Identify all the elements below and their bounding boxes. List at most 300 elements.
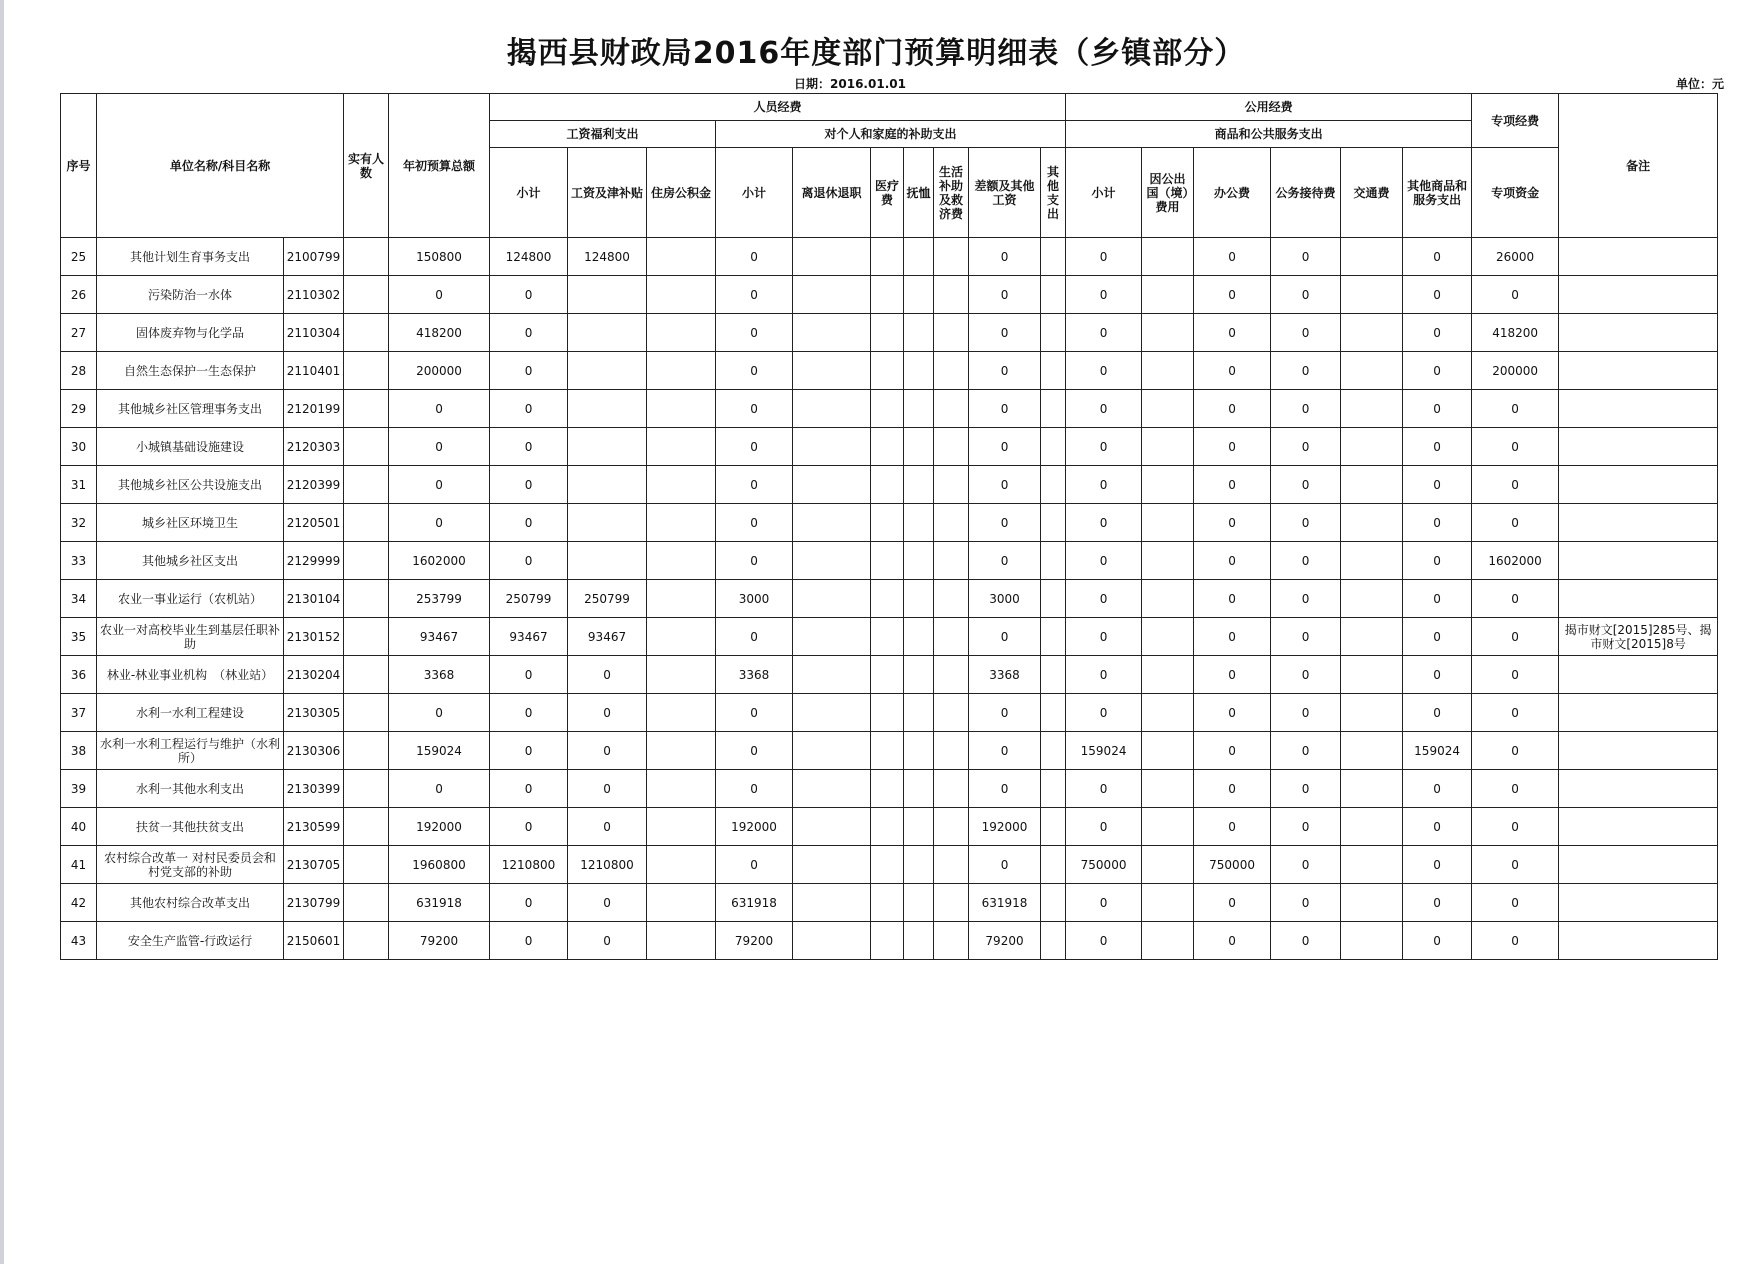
cell-g-reception: 0 (1271, 390, 1341, 428)
cell-w-sub: 0 (490, 808, 568, 846)
cell-empty (344, 694, 389, 732)
cell-total: 192000 (389, 808, 490, 846)
table-row (61, 580, 1718, 618)
cell-empty (934, 922, 969, 960)
cell-w-wage: 124800 (568, 238, 647, 276)
header-staff: 实有人数 (344, 94, 389, 238)
cell-total: 0 (389, 694, 490, 732)
cell-empty (344, 732, 389, 770)
cell-g-reception: 0 (1271, 580, 1341, 618)
cell-empty (1142, 504, 1194, 542)
header-row-1 (61, 94, 1718, 121)
cell-g-othergoods: 0 (1403, 428, 1472, 466)
cell-empty (793, 732, 871, 770)
cell-w-sub: 0 (490, 770, 568, 808)
cell-empty (1142, 884, 1194, 922)
cell-sp-fund: 26000 (1472, 238, 1559, 276)
cell-code: 2100799 (284, 238, 344, 276)
cell-code: 2120303 (284, 428, 344, 466)
cell-g-office: 0 (1194, 276, 1271, 314)
cell-s-sub: 0 (716, 542, 793, 580)
cell-empty (1142, 390, 1194, 428)
cell-empty (904, 580, 934, 618)
cell-w-wage (568, 542, 647, 580)
cell-empty (647, 238, 716, 276)
cell-empty (1041, 580, 1066, 618)
header-g-othergoods: 其他商品和服务支出 (1403, 148, 1472, 238)
cell-empty (344, 542, 389, 580)
cell-s-diff: 0 (969, 238, 1041, 276)
cell-empty (647, 922, 716, 960)
cell-empty (1041, 656, 1066, 694)
cell-code: 2130305 (284, 694, 344, 732)
header-g-office: 办公费 (1194, 148, 1271, 238)
cell-g-reception: 0 (1271, 884, 1341, 922)
cell-empty (1142, 466, 1194, 504)
cell-empty (793, 770, 871, 808)
cell-sp-fund: 1602000 (1472, 542, 1559, 580)
cell-empty (793, 390, 871, 428)
cell-note (1559, 352, 1718, 390)
cell-g-othergoods: 0 (1403, 922, 1472, 960)
cell-empty (871, 884, 904, 922)
cell-seq: 28 (61, 352, 97, 390)
cell-sp-fund: 200000 (1472, 352, 1559, 390)
cell-empty (1142, 276, 1194, 314)
cell-note (1559, 466, 1718, 504)
cell-sp-fund: 0 (1472, 618, 1559, 656)
cell-name: 水利一水利工程运行与维护（水利所） (97, 732, 284, 770)
cell-seq: 32 (61, 504, 97, 542)
cell-seq: 27 (61, 314, 97, 352)
cell-seq: 30 (61, 428, 97, 466)
cell-total: 93467 (389, 618, 490, 656)
header-personnel: 人员经费 (490, 94, 1066, 121)
cell-empty (871, 694, 904, 732)
table-body (61, 238, 1718, 960)
cell-seq: 35 (61, 618, 97, 656)
cell-w-sub: 0 (490, 656, 568, 694)
cell-empty (1341, 922, 1403, 960)
cell-g-othergoods: 0 (1403, 808, 1472, 846)
cell-g-othergoods: 0 (1403, 390, 1472, 428)
cell-empty (344, 618, 389, 656)
cell-empty (934, 314, 969, 352)
cell-empty (1142, 618, 1194, 656)
cell-empty (793, 238, 871, 276)
cell-g-sub: 0 (1066, 542, 1142, 580)
cell-empty (1142, 428, 1194, 466)
cell-name: 其他城乡社区管理事务支出 (97, 390, 284, 428)
cell-empty (1041, 694, 1066, 732)
cell-s-diff: 79200 (969, 922, 1041, 960)
cell-g-othergoods: 0 (1403, 466, 1472, 504)
cell-w-wage (568, 466, 647, 504)
cell-empty (934, 694, 969, 732)
cell-s-sub: 0 (716, 846, 793, 884)
cell-empty (793, 352, 871, 390)
cell-empty (1142, 922, 1194, 960)
cell-note (1559, 770, 1718, 808)
cell-g-sub: 750000 (1066, 846, 1142, 884)
cell-s-sub: 0 (716, 618, 793, 656)
cell-seq: 40 (61, 808, 97, 846)
cell-w-sub: 0 (490, 466, 568, 504)
cell-empty (871, 542, 904, 580)
cell-g-office: 0 (1194, 314, 1271, 352)
scan-left-edge (0, 0, 4, 1264)
table-row (61, 618, 1718, 656)
cell-empty (1142, 770, 1194, 808)
cell-w-sub: 1210800 (490, 846, 568, 884)
cell-empty (647, 314, 716, 352)
cell-g-othergoods: 0 (1403, 580, 1472, 618)
cell-empty (647, 846, 716, 884)
cell-w-sub: 0 (490, 314, 568, 352)
cell-note (1559, 542, 1718, 580)
cell-total: 0 (389, 276, 490, 314)
cell-empty (793, 428, 871, 466)
cell-seq: 39 (61, 770, 97, 808)
cell-g-office: 0 (1194, 656, 1271, 694)
table-row (61, 238, 1718, 276)
cell-empty (1341, 884, 1403, 922)
cell-empty (904, 238, 934, 276)
header-s-other: 其他支出 (1041, 148, 1066, 238)
cell-empty (647, 352, 716, 390)
cell-g-reception: 0 (1271, 846, 1341, 884)
cell-s-diff: 0 (969, 428, 1041, 466)
cell-empty (1341, 238, 1403, 276)
cell-g-office: 0 (1194, 390, 1271, 428)
cell-sp-fund: 0 (1472, 504, 1559, 542)
cell-empty (904, 352, 934, 390)
cell-g-reception: 0 (1271, 808, 1341, 846)
cell-g-othergoods: 0 (1403, 656, 1472, 694)
table-row (61, 504, 1718, 542)
cell-g-sub: 0 (1066, 656, 1142, 694)
cell-empty (1041, 276, 1066, 314)
cell-empty (1142, 808, 1194, 846)
cell-empty (647, 884, 716, 922)
table-row (61, 732, 1718, 770)
cell-s-sub: 3000 (716, 580, 793, 618)
cell-empty (1142, 846, 1194, 884)
cell-total: 150800 (389, 238, 490, 276)
cell-s-sub: 0 (716, 732, 793, 770)
cell-code: 2120399 (284, 466, 344, 504)
report-date: 日期：2016.01.01 (794, 77, 906, 91)
cell-name: 其他农村综合改革支出 (97, 884, 284, 922)
cell-w-wage (568, 390, 647, 428)
cell-code: 2130204 (284, 656, 344, 694)
cell-sp-fund: 0 (1472, 694, 1559, 732)
header-s-pension: 抚恤 (904, 148, 934, 238)
cell-name: 自然生态保护一生态保护 (97, 352, 284, 390)
cell-g-othergoods: 0 (1403, 618, 1472, 656)
header-s-med: 医疗费 (871, 148, 904, 238)
cell-g-sub: 0 (1066, 922, 1142, 960)
cell-sp-fund: 0 (1472, 846, 1559, 884)
cell-w-wage (568, 276, 647, 314)
cell-g-othergoods: 0 (1403, 352, 1472, 390)
cell-g-office: 0 (1194, 504, 1271, 542)
header-total: 年初预算总额 (389, 94, 490, 238)
cell-note (1559, 390, 1718, 428)
cell-empty (647, 428, 716, 466)
cell-sp-fund: 418200 (1472, 314, 1559, 352)
cell-empty (344, 428, 389, 466)
cell-name: 城乡社区环境卫生 (97, 504, 284, 542)
cell-empty (344, 922, 389, 960)
cell-w-sub: 250799 (490, 580, 568, 618)
cell-g-othergoods: 0 (1403, 770, 1472, 808)
cell-w-sub: 0 (490, 504, 568, 542)
cell-empty (1041, 846, 1066, 884)
cell-w-sub: 124800 (490, 238, 568, 276)
cell-w-sub: 0 (490, 390, 568, 428)
cell-g-reception: 0 (1271, 770, 1341, 808)
cell-g-othergoods: 0 (1403, 314, 1472, 352)
cell-empty (871, 276, 904, 314)
cell-g-reception: 0 (1271, 466, 1341, 504)
cell-g-reception: 0 (1271, 656, 1341, 694)
cell-name: 其他城乡社区公共设施支出 (97, 466, 284, 504)
cell-code: 2110304 (284, 314, 344, 352)
header-s-diff: 差额及其他工资 (969, 148, 1041, 238)
cell-name: 安全生产监管-行政运行 (97, 922, 284, 960)
cell-w-sub: 0 (490, 542, 568, 580)
cell-empty (1142, 694, 1194, 732)
table-row (61, 808, 1718, 846)
cell-empty (934, 390, 969, 428)
header-public: 公用经费 (1066, 94, 1472, 121)
table-row (61, 314, 1718, 352)
cell-g-sub: 0 (1066, 352, 1142, 390)
cell-empty (1041, 504, 1066, 542)
cell-s-diff: 0 (969, 352, 1041, 390)
cell-s-diff: 0 (969, 732, 1041, 770)
cell-g-office: 0 (1194, 770, 1271, 808)
table-row (61, 770, 1718, 808)
cell-empty (871, 314, 904, 352)
cell-empty (871, 466, 904, 504)
cell-g-office: 0 (1194, 352, 1271, 390)
cell-seq: 41 (61, 846, 97, 884)
cell-empty (904, 390, 934, 428)
cell-empty (1341, 580, 1403, 618)
cell-empty (934, 732, 969, 770)
cell-empty (344, 238, 389, 276)
header-g-transport: 交通费 (1341, 148, 1403, 238)
cell-total: 0 (389, 390, 490, 428)
cell-s-sub: 0 (716, 352, 793, 390)
cell-empty (344, 314, 389, 352)
cell-w-sub: 0 (490, 732, 568, 770)
cell-empty (904, 922, 934, 960)
header-goods: 商品和公共服务支出 (1066, 121, 1472, 148)
cell-empty (904, 618, 934, 656)
cell-g-office: 0 (1194, 922, 1271, 960)
cell-w-wage (568, 352, 647, 390)
cell-s-diff: 0 (969, 542, 1041, 580)
cell-w-sub: 0 (490, 352, 568, 390)
cell-g-sub: 0 (1066, 770, 1142, 808)
cell-total: 418200 (389, 314, 490, 352)
cell-g-othergoods: 0 (1403, 846, 1472, 884)
cell-empty (1041, 770, 1066, 808)
cell-sp-fund: 0 (1472, 428, 1559, 466)
cell-empty (1341, 428, 1403, 466)
cell-seq: 29 (61, 390, 97, 428)
cell-s-sub: 79200 (716, 922, 793, 960)
cell-s-diff: 3368 (969, 656, 1041, 694)
cell-empty (793, 808, 871, 846)
cell-note (1559, 428, 1718, 466)
cell-w-sub: 0 (490, 276, 568, 314)
cell-empty (904, 428, 934, 466)
cell-name: 水利一其他水利支出 (97, 770, 284, 808)
cell-sp-fund: 0 (1472, 390, 1559, 428)
cell-g-sub: 0 (1066, 276, 1142, 314)
cell-code: 2130152 (284, 618, 344, 656)
cell-empty (934, 846, 969, 884)
cell-empty (793, 466, 871, 504)
cell-s-sub: 631918 (716, 884, 793, 922)
cell-note (1559, 694, 1718, 732)
cell-empty (344, 390, 389, 428)
cell-empty (904, 656, 934, 694)
cell-empty (1142, 580, 1194, 618)
cell-empty (871, 808, 904, 846)
header-w-wage: 工资及津补贴 (568, 148, 647, 238)
cell-empty (647, 580, 716, 618)
cell-s-diff: 0 (969, 770, 1041, 808)
cell-empty (1041, 314, 1066, 352)
cell-g-sub: 0 (1066, 808, 1142, 846)
cell-w-wage (568, 504, 647, 542)
cell-note (1559, 276, 1718, 314)
cell-s-diff: 3000 (969, 580, 1041, 618)
cell-empty (344, 276, 389, 314)
cell-note (1559, 922, 1718, 960)
cell-seq: 37 (61, 694, 97, 732)
cell-note (1559, 580, 1718, 618)
cell-empty (1041, 390, 1066, 428)
cell-empty (904, 694, 934, 732)
cell-g-office: 0 (1194, 428, 1271, 466)
cell-total: 1602000 (389, 542, 490, 580)
cell-empty (934, 466, 969, 504)
cell-empty (1341, 846, 1403, 884)
header-g-sub: 小计 (1066, 148, 1142, 238)
cell-g-sub: 0 (1066, 884, 1142, 922)
cell-s-sub: 0 (716, 390, 793, 428)
cell-s-diff: 0 (969, 618, 1041, 656)
cell-total: 79200 (389, 922, 490, 960)
cell-s-sub: 0 (716, 504, 793, 542)
cell-name: 农村综合改革一 对村民委员会和村党支部的补助 (97, 846, 284, 884)
header-note: 备注 (1559, 94, 1718, 238)
cell-empty (344, 656, 389, 694)
cell-s-diff: 0 (969, 276, 1041, 314)
cell-w-wage: 250799 (568, 580, 647, 618)
cell-g-office: 0 (1194, 542, 1271, 580)
cell-empty (793, 618, 871, 656)
cell-empty (647, 694, 716, 732)
cell-empty (934, 618, 969, 656)
cell-empty (793, 504, 871, 542)
cell-empty (793, 314, 871, 352)
cell-empty (1142, 732, 1194, 770)
cell-empty (1041, 428, 1066, 466)
table-row (61, 846, 1718, 884)
cell-empty (793, 884, 871, 922)
cell-total: 1960800 (389, 846, 490, 884)
cell-g-reception: 0 (1271, 542, 1341, 580)
cell-g-sub: 159024 (1066, 732, 1142, 770)
cell-w-wage: 0 (568, 770, 647, 808)
cell-total: 253799 (389, 580, 490, 618)
cell-empty (344, 580, 389, 618)
cell-g-reception: 0 (1271, 694, 1341, 732)
cell-empty (871, 352, 904, 390)
cell-s-diff: 631918 (969, 884, 1041, 922)
cell-total: 159024 (389, 732, 490, 770)
cell-s-diff: 0 (969, 846, 1041, 884)
cell-empty (1142, 314, 1194, 352)
cell-sp-fund: 0 (1472, 466, 1559, 504)
budget-table (60, 93, 1718, 960)
cell-empty (871, 732, 904, 770)
cell-s-sub: 192000 (716, 808, 793, 846)
cell-total: 631918 (389, 884, 490, 922)
cell-sp-fund: 0 (1472, 922, 1559, 960)
cell-note (1559, 732, 1718, 770)
cell-empty (793, 694, 871, 732)
cell-name: 农业一对高校毕业生到基层任职补助 (97, 618, 284, 656)
page-title: 揭西县财政局2016年度部门预算明细表（乡镇部分） (506, 36, 1246, 71)
cell-seq: 25 (61, 238, 97, 276)
cell-g-sub: 0 (1066, 618, 1142, 656)
cell-g-othergoods: 0 (1403, 884, 1472, 922)
cell-s-diff: 0 (969, 314, 1041, 352)
cell-total: 200000 (389, 352, 490, 390)
cell-empty (1142, 238, 1194, 276)
table-row (61, 694, 1718, 732)
cell-empty (344, 808, 389, 846)
header-wage: 工资福利支出 (490, 121, 716, 148)
cell-empty (871, 922, 904, 960)
cell-empty (871, 770, 904, 808)
cell-total: 0 (389, 466, 490, 504)
cell-empty (934, 808, 969, 846)
cell-w-wage: 0 (568, 732, 647, 770)
table-row (61, 428, 1718, 466)
cell-empty (647, 504, 716, 542)
cell-empty (793, 276, 871, 314)
cell-empty (904, 732, 934, 770)
cell-code: 2129999 (284, 542, 344, 580)
cell-empty (871, 428, 904, 466)
cell-seq: 42 (61, 884, 97, 922)
cell-w-wage: 0 (568, 808, 647, 846)
cell-empty (934, 504, 969, 542)
cell-empty (1341, 276, 1403, 314)
cell-g-othergoods: 0 (1403, 542, 1472, 580)
cell-empty (871, 504, 904, 542)
cell-empty (934, 352, 969, 390)
